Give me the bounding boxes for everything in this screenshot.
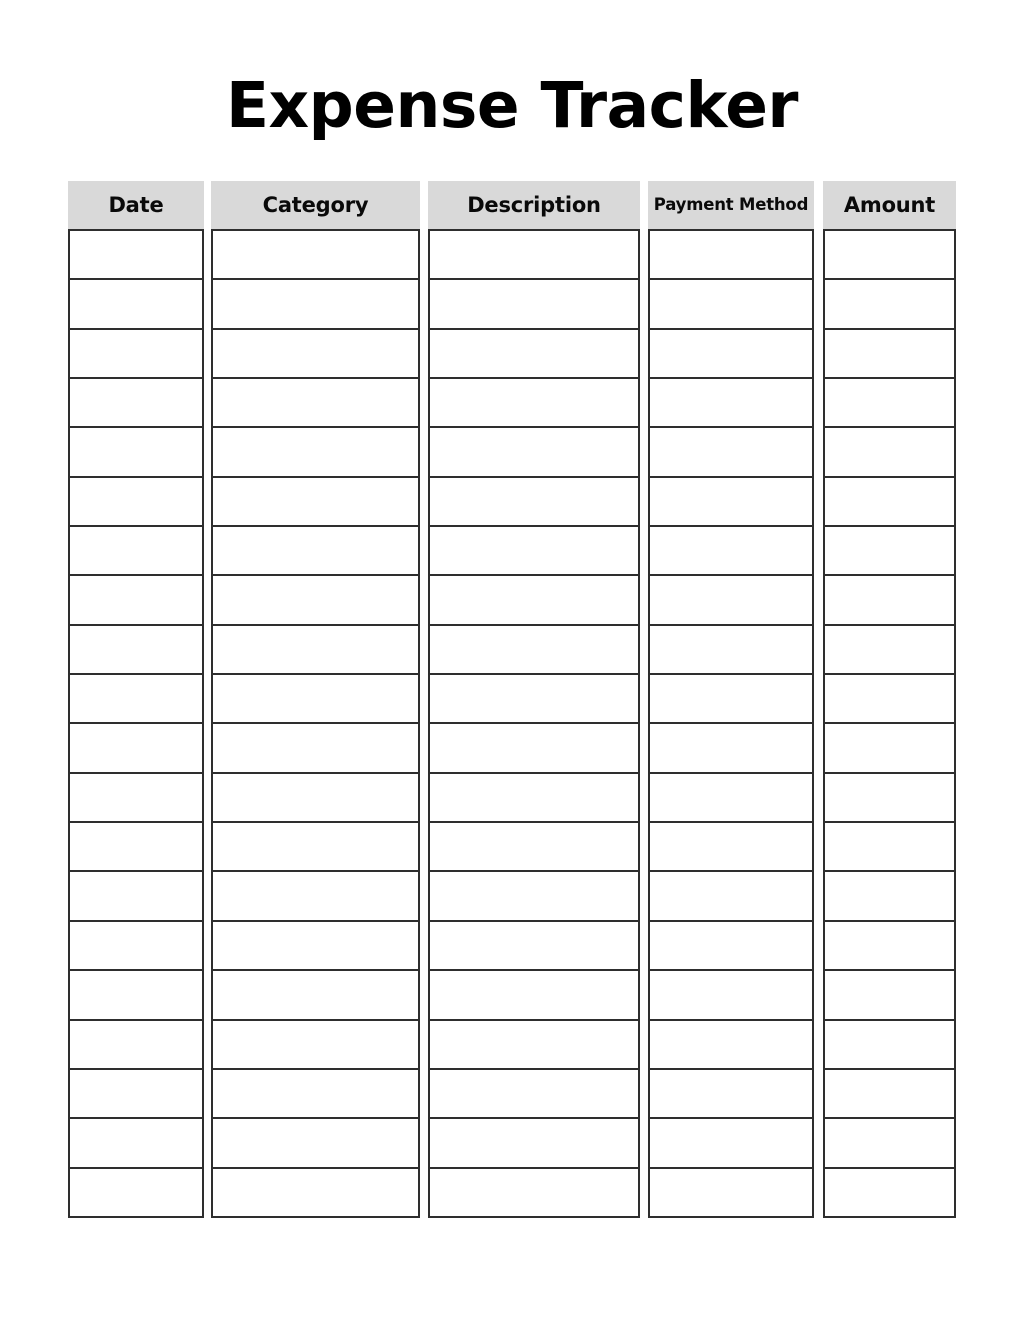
table-cell[interactable] xyxy=(648,574,814,625)
table-cell[interactable] xyxy=(428,229,640,280)
column-header-label-date: Date xyxy=(108,192,164,217)
table-cell[interactable] xyxy=(428,1019,640,1070)
expense-table-columns xyxy=(68,181,956,1218)
table-cell[interactable] xyxy=(823,476,956,527)
table-cell[interactable] xyxy=(428,870,640,921)
column-header-category xyxy=(211,181,420,229)
table-cell[interactable] xyxy=(211,1167,420,1218)
column-category xyxy=(211,181,420,1218)
table-cell[interactable] xyxy=(428,1068,640,1119)
column-date xyxy=(68,181,204,1218)
table-cell[interactable] xyxy=(428,476,640,527)
table-cell[interactable] xyxy=(211,624,420,675)
column-header-description xyxy=(428,181,640,229)
table-cell[interactable] xyxy=(648,920,814,971)
table-cell[interactable] xyxy=(428,377,640,428)
table-cell[interactable] xyxy=(648,426,814,477)
table-cell[interactable] xyxy=(211,525,420,576)
column-header-label-description: Description xyxy=(467,192,601,217)
table-cell[interactable] xyxy=(68,574,204,625)
table-cell[interactable] xyxy=(823,624,956,675)
table-cell[interactable] xyxy=(211,1019,420,1070)
table-cell[interactable] xyxy=(428,574,640,625)
table-cell[interactable] xyxy=(648,1068,814,1119)
table-cell[interactable] xyxy=(211,229,420,280)
table-cell[interactable] xyxy=(428,328,640,379)
table-cell[interactable] xyxy=(823,377,956,428)
table-cell[interactable] xyxy=(648,377,814,428)
table-cell[interactable] xyxy=(648,1019,814,1070)
table-cell[interactable] xyxy=(823,969,956,1020)
table-cell[interactable] xyxy=(68,229,204,280)
table-cell[interactable] xyxy=(211,574,420,625)
column-payment-method xyxy=(648,181,814,1218)
table-cell[interactable] xyxy=(428,772,640,823)
table-cell[interactable] xyxy=(823,722,956,773)
table-cell[interactable] xyxy=(428,722,640,773)
table-cell[interactable] xyxy=(428,821,640,872)
table-cell[interactable] xyxy=(428,426,640,477)
expense-table xyxy=(68,181,956,1218)
table-cell[interactable] xyxy=(823,525,956,576)
table-cell[interactable] xyxy=(428,1117,640,1168)
table-cell[interactable] xyxy=(68,426,204,477)
table-cell[interactable] xyxy=(211,722,420,773)
table-cell[interactable] xyxy=(823,1167,956,1218)
column-header-label-payment-method: Payment Method xyxy=(653,194,809,214)
page-title: Expense Tracker xyxy=(226,69,798,142)
column-body-amount xyxy=(823,229,956,1218)
table-cell[interactable] xyxy=(428,920,640,971)
table-cell[interactable] xyxy=(428,969,640,1020)
table-cell[interactable] xyxy=(648,870,814,921)
column-header-date xyxy=(68,181,204,229)
table-cell[interactable] xyxy=(823,1019,956,1070)
column-body-description xyxy=(428,229,640,1218)
table-cell[interactable] xyxy=(68,673,204,724)
column-header-label-amount: Amount xyxy=(843,192,936,217)
table-cell[interactable] xyxy=(68,920,204,971)
table-cell[interactable] xyxy=(823,772,956,823)
column-amount xyxy=(823,181,956,1218)
table-cell[interactable] xyxy=(428,1167,640,1218)
table-cell[interactable] xyxy=(68,328,204,379)
table-cell[interactable] xyxy=(68,870,204,921)
table-cell[interactable] xyxy=(648,624,814,675)
table-cell[interactable] xyxy=(211,476,420,527)
table-cell[interactable] xyxy=(648,1167,814,1218)
table-cell[interactable] xyxy=(428,624,640,675)
table-cell[interactable] xyxy=(211,377,420,428)
table-cell[interactable] xyxy=(211,1117,420,1168)
table-cell[interactable] xyxy=(823,1068,956,1119)
column-header-amount xyxy=(823,181,956,229)
table-cell[interactable] xyxy=(428,673,640,724)
table-cell[interactable] xyxy=(823,328,956,379)
table-cell[interactable] xyxy=(68,1068,204,1119)
table-cell[interactable] xyxy=(68,624,204,675)
table-cell[interactable] xyxy=(823,673,956,724)
table-cell[interactable] xyxy=(68,1167,204,1218)
table-cell[interactable] xyxy=(68,1117,204,1168)
table-cell[interactable] xyxy=(211,673,420,724)
column-body-payment-method xyxy=(648,229,814,1218)
table-cell[interactable] xyxy=(68,821,204,872)
column-header-label-category: Category xyxy=(262,192,369,217)
table-cell[interactable] xyxy=(211,1068,420,1119)
column-header-payment-method xyxy=(648,181,814,229)
table-cell[interactable] xyxy=(648,969,814,1020)
column-body-category xyxy=(211,229,420,1218)
table-cell[interactable] xyxy=(211,278,420,329)
table-cell[interactable] xyxy=(68,377,204,428)
table-cell[interactable] xyxy=(823,1117,956,1168)
table-cell[interactable] xyxy=(648,278,814,329)
table-cell[interactable] xyxy=(211,870,420,921)
table-cell[interactable] xyxy=(428,525,640,576)
table-cell[interactable] xyxy=(648,1117,814,1168)
table-cell[interactable] xyxy=(648,821,814,872)
table-cell[interactable] xyxy=(68,525,204,576)
table-cell[interactable] xyxy=(648,722,814,773)
table-cell[interactable] xyxy=(823,426,956,477)
table-cell[interactable] xyxy=(823,821,956,872)
table-cell[interactable] xyxy=(211,426,420,477)
table-cell[interactable] xyxy=(648,772,814,823)
table-cell[interactable] xyxy=(648,476,814,527)
table-cell[interactable] xyxy=(428,278,640,329)
column-description xyxy=(428,181,640,1218)
table-cell[interactable] xyxy=(211,821,420,872)
table-cell[interactable] xyxy=(68,476,204,527)
table-cell[interactable] xyxy=(68,969,204,1020)
table-cell[interactable] xyxy=(68,278,204,329)
table-cell[interactable] xyxy=(648,328,814,379)
table-cell[interactable] xyxy=(823,920,956,971)
table-cell[interactable] xyxy=(211,328,420,379)
column-body-date xyxy=(68,229,204,1218)
table-cell[interactable] xyxy=(68,772,204,823)
table-cell[interactable] xyxy=(823,278,956,329)
table-cell[interactable] xyxy=(823,870,956,921)
table-cell[interactable] xyxy=(823,574,956,625)
table-cell[interactable] xyxy=(648,525,814,576)
table-cell[interactable] xyxy=(68,1019,204,1070)
table-cell[interactable] xyxy=(648,673,814,724)
table-cell[interactable] xyxy=(211,969,420,1020)
table-cell[interactable] xyxy=(648,229,814,280)
table-cell[interactable] xyxy=(68,722,204,773)
table-cell[interactable] xyxy=(211,772,420,823)
table-cell[interactable] xyxy=(823,229,956,280)
table-cell[interactable] xyxy=(211,920,420,971)
